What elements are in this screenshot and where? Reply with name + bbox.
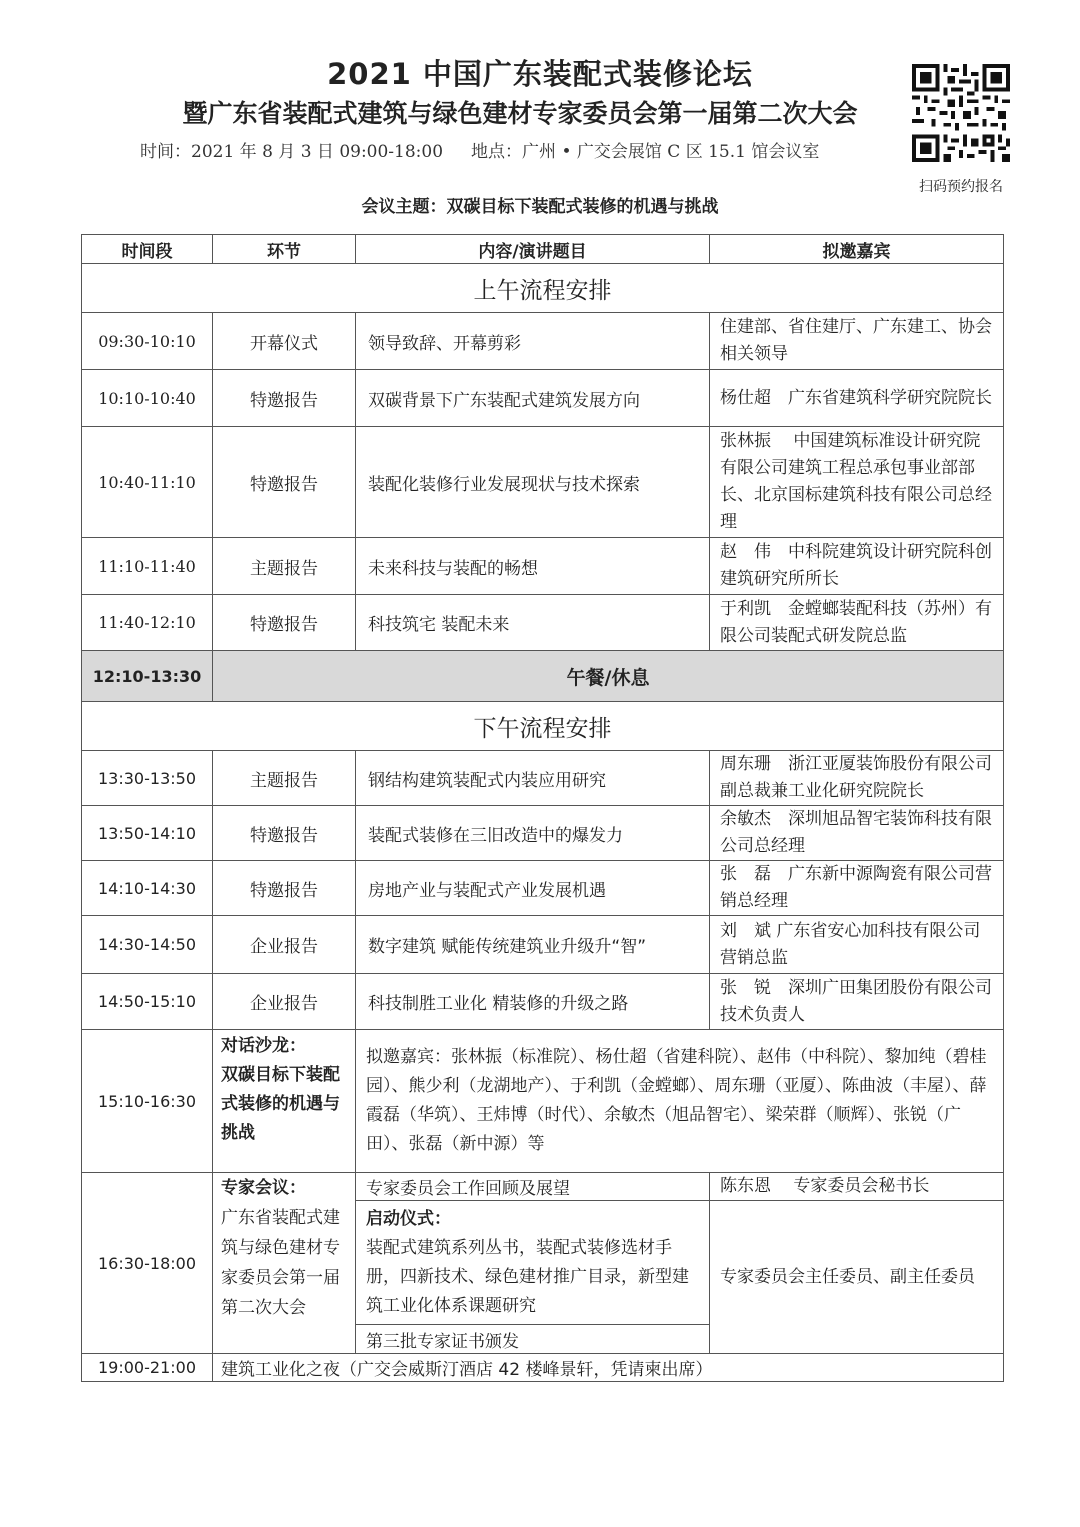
event-time: 时间：2021 年 8 月 3 日 09:00-18:00	[140, 142, 444, 162]
qr-code-icon[interactable]	[912, 64, 1010, 162]
expert-segment	[213, 1173, 356, 1354]
row-guest: 杨仕超 广东省建筑科学研究院院长	[710, 370, 1004, 427]
row-segment: 特邀报告	[213, 595, 356, 651]
row-segment: 企业报告	[213, 916, 356, 974]
expert-item-2-guest: 专家委员会主任委员、副主任委员	[710, 1201, 1004, 1354]
lunch-label: 午餐/休息	[213, 651, 1004, 702]
row-time: 14:50-15:10	[82, 974, 213, 1030]
row-content: 钢结构建筑装配式内装应用研究	[356, 751, 710, 806]
salon-content: 拟邀嘉宾：张林振（标准院）、杨仕超（省建科院）、赵伟（中科院）、黎加纯（碧桂园）、熊少利（龙湖地产）、于利凯（金螳螂）、周东珊（亚厦）、陈曲波（丰屋）、薛霞磊（华筑）、王炜博（时代）、余敏杰（旭品智宅）、梁荣群（顺辉）、张锐（广田）、张磊（新中源）等	[356, 1030, 1004, 1173]
row-time: 10:40-11:10	[82, 427, 213, 538]
lunch-time: 12:10-13:30	[82, 651, 213, 702]
row-content: 双碳背景下广东装配式建筑发展方向	[356, 370, 710, 427]
row-guest: 张林振 中国建筑标准设计研究院有限公司建筑工程总承包事业部部长、北京国标建筑科技有限公司总经理	[710, 427, 1004, 538]
row-time: 13:50-14:10	[82, 806, 213, 861]
row-content: 科技制胜工业化 精装修的升级之路	[356, 974, 710, 1030]
event-meta	[140, 137, 819, 162]
table-header-row	[82, 235, 1004, 264]
expert-time: 16:30-18:00	[82, 1173, 213, 1354]
expert-item-2	[356, 1201, 710, 1325]
title-line-2: 暨广东省装配式建筑与绿色建材专家委员会第一届第二次大会	[182, 99, 858, 128]
salon-segment	[213, 1030, 356, 1173]
row-time: 11:40-12:10	[82, 595, 213, 651]
table-row	[82, 370, 1004, 427]
row-guest: 张 磊 广东新中源陶瓷有限公司营销总经理	[710, 861, 1004, 916]
row-guest: 刘 斌 广东省安心加科技有限公司营销总监	[710, 916, 1004, 974]
table-row	[82, 916, 1004, 974]
row-segment: 特邀报告	[213, 861, 356, 916]
evening-row	[82, 1354, 1004, 1382]
table-row	[82, 313, 1004, 370]
row-content: 房地产业与装配式产业发展机遇	[356, 861, 710, 916]
afternoon-title: 下午流程安排	[82, 702, 1004, 751]
header-content: 内容/演讲题目	[356, 235, 710, 264]
table-row	[82, 538, 1004, 595]
expert-item-2-body: 装配式建筑系列丛书，装配式装修选材手册，四新技术、绿色建材推广目录，新型建筑工业化体系课题研究	[366, 1237, 689, 1316]
header-time: 时间段	[82, 235, 213, 264]
row-segment: 特邀报告	[213, 427, 356, 538]
row-time: 13:30-13:50	[82, 751, 213, 806]
row-guest: 于利凯 金螳螂装配科技（苏州）有限公司装配式研发院总监	[710, 595, 1004, 651]
expert-body: 广东省装配式建筑与绿色建材专家委员会第一届第二次大会	[221, 1208, 340, 1318]
morning-title: 上午流程安排	[82, 264, 1004, 313]
table-row	[82, 595, 1004, 651]
row-guest: 住建部、省住建厅、广东建工、协会相关领导	[710, 313, 1004, 370]
row-guest: 张 锐 深圳广田集团股份有限公司技术负责人	[710, 974, 1004, 1030]
table-row	[82, 806, 1004, 861]
event-place: 地点：广州 • 广交会展馆 C 区 15.1 馆会议室	[471, 142, 820, 162]
meeting-theme: 会议主题：双碳目标下装配式装修的机遇与挑战	[361, 197, 719, 217]
row-content: 数字建筑 赋能传统建筑业升级升“智”	[356, 916, 710, 974]
evening-time: 19:00-21:00	[82, 1354, 213, 1382]
evening-content: 建筑工业化之夜（广交会威斯汀酒店 42 楼峰景轩，凭请柬出席）	[213, 1354, 1004, 1382]
row-segment: 特邀报告	[213, 370, 356, 427]
row-segment: 企业报告	[213, 974, 356, 1030]
qr-caption: 扫码预约报名	[919, 179, 1003, 195]
salon-time: 15:10-16:30	[82, 1030, 213, 1173]
header-guest: 拟邀嘉宾	[710, 235, 1004, 264]
lunch-row	[82, 651, 1004, 702]
afternoon-section-row	[82, 702, 1004, 751]
row-time: 09:30-10:10	[82, 313, 213, 370]
salon-title: 对话沙龙：	[221, 1036, 306, 1056]
row-content: 装配化装修行业发展现状与技术探索	[356, 427, 710, 538]
row-segment: 特邀报告	[213, 806, 356, 861]
expert-item-1-guest: 陈东恩 专家委员会秘书长	[710, 1173, 1004, 1201]
table-row	[82, 427, 1004, 538]
row-time: 10:10-10:40	[82, 370, 213, 427]
row-guest: 余敏杰 深圳旭品智宅装饰科技有限公司总经理	[710, 806, 1004, 861]
row-time: 11:10-11:40	[82, 538, 213, 595]
expert-item-1: 专家委员会工作回顾及展望	[356, 1173, 710, 1201]
row-time: 14:10-14:30	[82, 861, 213, 916]
expert-item-2-title: 启动仪式：	[366, 1208, 451, 1229]
row-segment: 主题报告	[213, 538, 356, 595]
schedule-table	[81, 234, 1004, 1382]
row-segment: 开幕仪式	[213, 313, 356, 370]
header-segment: 环节	[213, 235, 356, 264]
table-row	[82, 974, 1004, 1030]
row-content: 科技筑宅 装配未来	[356, 595, 710, 651]
table-row	[82, 861, 1004, 916]
row-content: 未来科技与装配的畅想	[356, 538, 710, 595]
salon-row	[82, 1030, 1004, 1173]
table-row	[82, 751, 1004, 806]
expert-row	[82, 1173, 1004, 1201]
row-guest: 周东珊 浙江亚厦装饰股份有限公司副总裁兼工业化研究院院长	[710, 751, 1004, 806]
row-time: 14:30-14:50	[82, 916, 213, 974]
morning-section-row	[82, 264, 1004, 313]
expert-item-3: 第三批专家证书颁发	[356, 1325, 710, 1354]
salon-body: 双碳目标下装配式装修的机遇与挑战	[221, 1065, 340, 1143]
row-guest: 赵 伟 中科院建筑设计研究院科创建筑研究所所长	[710, 538, 1004, 595]
title-line-1: 2021 中国广东装配式装修论坛	[327, 57, 753, 91]
row-content: 装配式装修在三旧改造中的爆发力	[356, 806, 710, 861]
expert-title: 专家会议：	[221, 1178, 306, 1198]
row-content: 领导致辞、开幕剪彩	[356, 313, 710, 370]
row-segment: 主题报告	[213, 751, 356, 806]
